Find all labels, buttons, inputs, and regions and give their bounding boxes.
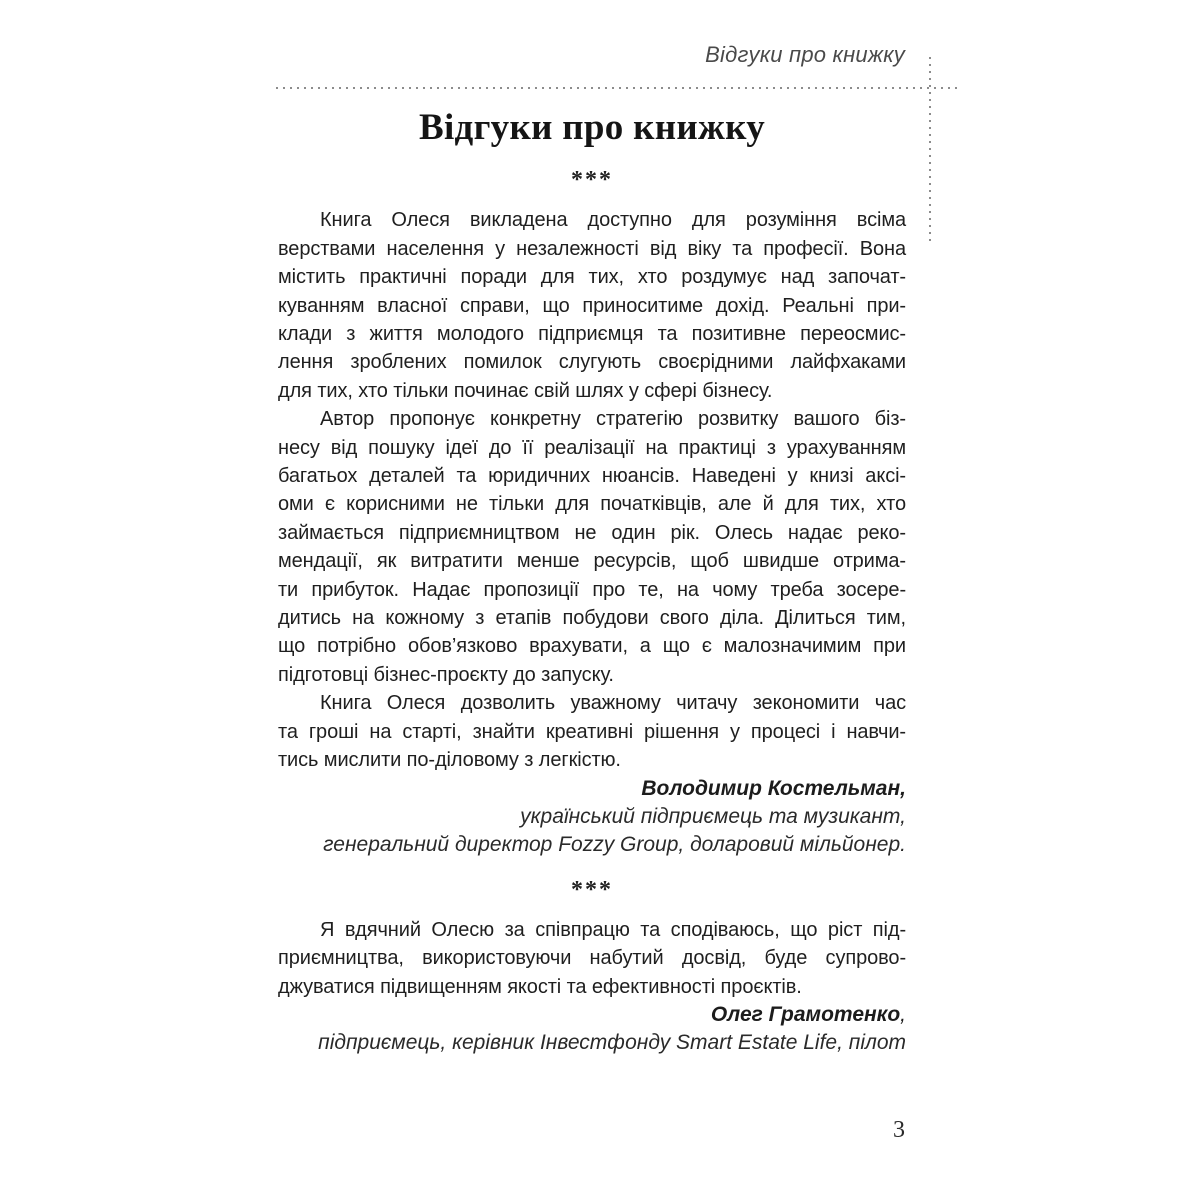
attribution-author-suffix: , [900,1002,906,1026]
paragraph-line: Книга Олеся дозволить уважному читачу зекономити час [320,692,906,715]
page-number: 3 [893,1117,905,1143]
paragraph-line: оми є корисними не тільки для початківців, але й для тих, хто [278,493,906,516]
section-separator: *** [571,876,613,903]
body-content [278,166,906,1057]
paragraph-line: багатьох деталей та юридичних нюансів. Наведені у книзі аксі- [278,465,906,488]
paragraph-line: та гроші на старті, знайти креативні рішення у процесі і навчи- [278,720,906,743]
page-title: Відгуки про книжку [419,107,765,148]
paragraph-line: джуватися підвищенням якості та ефективності проєктів. [278,975,802,998]
paragraph [278,916,906,1001]
attribution [278,775,906,860]
paragraph [278,689,906,774]
attribution-detail: український підприємець та музикант, [520,804,906,828]
paragraph-line: займається підприємництвом не один рік. Олесь надає реко- [278,521,906,544]
paragraph-line: клади з життя молодого підприємця та позитивне переосмис- [278,323,906,346]
paragraph-line: містить практичні поради для тих, хто роздумує над започат- [278,266,906,289]
paragraph-line: мендації, як витратити менше ресурсів, щоб швидше отрима- [278,550,906,573]
attribution-detail: генеральний директор Fozzy Group, доларовий мільйонер. [323,833,906,857]
paragraph [278,206,906,405]
paragraph-line: ти прибуток. Надає пропозиції про те, на чому треба зосере- [278,578,906,601]
header-dotted-rule [276,87,957,89]
text-column [278,106,906,1058]
margin-dotted-rule [929,57,931,241]
paragraph-line: Книга Олеся викладена доступно для розуміння всіма [320,209,906,232]
paragraph-line: Я вдячний Олесю за співпрацю та сподіваюсь, що ріст під- [320,918,906,941]
paragraph-line: несу від пошуку ідеї до її реалізації на практиці з урахуванням [278,436,906,459]
attribution-author: Володимир Костельман, [641,776,906,800]
paragraph-line: для тих, хто тільки починає свій шлях у сфері бізнесу. [278,379,773,402]
paragraph-line: Автор пропонує конкретну стратегію розвитку вашого біз- [320,408,906,431]
paragraph-line: дитись на кожному з етапів побудови свого діла. Ділиться тим, [278,607,906,630]
attribution-detail: підприємець, керівник Інвестфонду Smart Estate Life, пілот [318,1031,906,1055]
attribution-author: Олег Грамотенко, [710,1002,906,1026]
section-separator: *** [571,167,613,194]
attribution [278,1001,906,1058]
paragraph-line: верствами населення у незалежності від віку та професії. Вона [278,237,906,260]
paragraph [278,405,906,689]
paragraph-line: куванням власної справи, що приноситиме дохід. Реальні при- [278,294,906,317]
paragraph-line: приємництва, використовуючи набутий досвід, буде супрово- [278,947,906,970]
running-header: Відгуки про книжку [705,42,905,67]
paragraph-line: що потрібно обов’язково врахувати, а що є малозначимим при [278,635,906,658]
paragraph-line: лення зроблених помилок слугують своєрідними лайфхаками [278,351,906,374]
paragraph-line: тись мислити по-діловому з легкістю. [278,749,621,772]
paragraph-line: підготовці бізнес-проєкту до запуску. [278,663,614,686]
